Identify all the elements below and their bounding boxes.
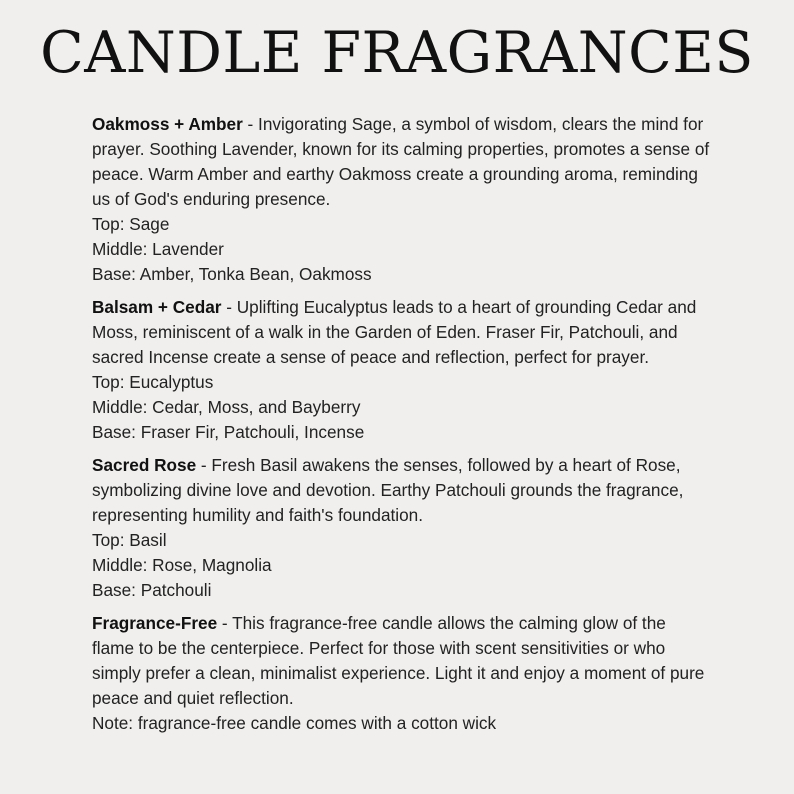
fragrance-note-top: Top: Eucalyptus <box>92 372 214 392</box>
fragrance-section-oakmoss-amber <box>92 112 712 287</box>
fragrance-description-paragraph <box>92 453 712 528</box>
fragrance-description: - This fragrance-free candle allows the calming glow of the flame to be the centerpiece. Perfect for those with scent sensitivities or who simply prefer a clean, minimalist experience. Light it and enjoy a moment of pure peace and quiet reflection. <box>92 613 705 708</box>
fragrance-description: - Uplifting Eucalyptus leads to a heart of grounding Cedar and Moss, reminiscent of a walk in the Garden of Eden. Fraser Fir, Patchouli, and sacred Incense create a sense of peace and reflection, perfect for prayer. <box>92 297 697 367</box>
fragrance-description: - Fresh Basil awakens the senses, followed by a heart of Rose, symbolizing divine love and devotion. Earthy Patchouli grounds the fragrance, representing humility and faith's foundation. <box>92 455 684 525</box>
page-title: CANDLE FRAGRANCES <box>40 20 754 86</box>
fragrance-note-middle: Middle: Cedar, Moss, and Bayberry <box>92 397 361 417</box>
fragrance-name: Fragrance-Free <box>92 613 218 633</box>
fragrance-description-paragraph <box>92 112 712 212</box>
fragrance-name: Oakmoss + Amber <box>92 114 243 134</box>
fragrance-section-balsam-cedar <box>92 295 712 445</box>
fragrance-name: Balsam + Cedar <box>92 297 222 317</box>
fragrance-list <box>92 112 712 744</box>
fragrance-description-paragraph <box>92 295 712 370</box>
fragrance-note-top: Top: Sage <box>92 214 170 234</box>
fragrance-note-base: Base: Amber, Tonka Bean, Oakmoss <box>92 264 372 284</box>
fragrance-section-fragrance-free <box>92 611 712 736</box>
fragrance-section-sacred-rose <box>92 453 712 603</box>
fragrance-name: Sacred Rose <box>92 455 197 475</box>
fragrance-note-top: Top: Basil <box>92 530 167 550</box>
fragrance-description-paragraph <box>92 611 712 711</box>
fragrance-note-middle: Middle: Lavender <box>92 239 224 259</box>
fragrance-note-base: Base: Fraser Fir, Patchouli, Incense <box>92 422 365 442</box>
fragrance-description: - Invigorating Sage, a symbol of wisdom, clears the mind for prayer. Soothing Lavender, known for its calming properties, promotes a sense of peace. Warm Amber and earthy Oakmoss create a grounding aroma, reminding us of God's enduring presence. <box>92 114 710 209</box>
fragrance-wick-note: Note: fragrance-free candle comes with a cotton wick <box>92 713 497 733</box>
fragrance-note-base: Base: Patchouli <box>92 580 212 600</box>
fragrance-note-middle: Middle: Rose, Magnolia <box>92 555 272 575</box>
